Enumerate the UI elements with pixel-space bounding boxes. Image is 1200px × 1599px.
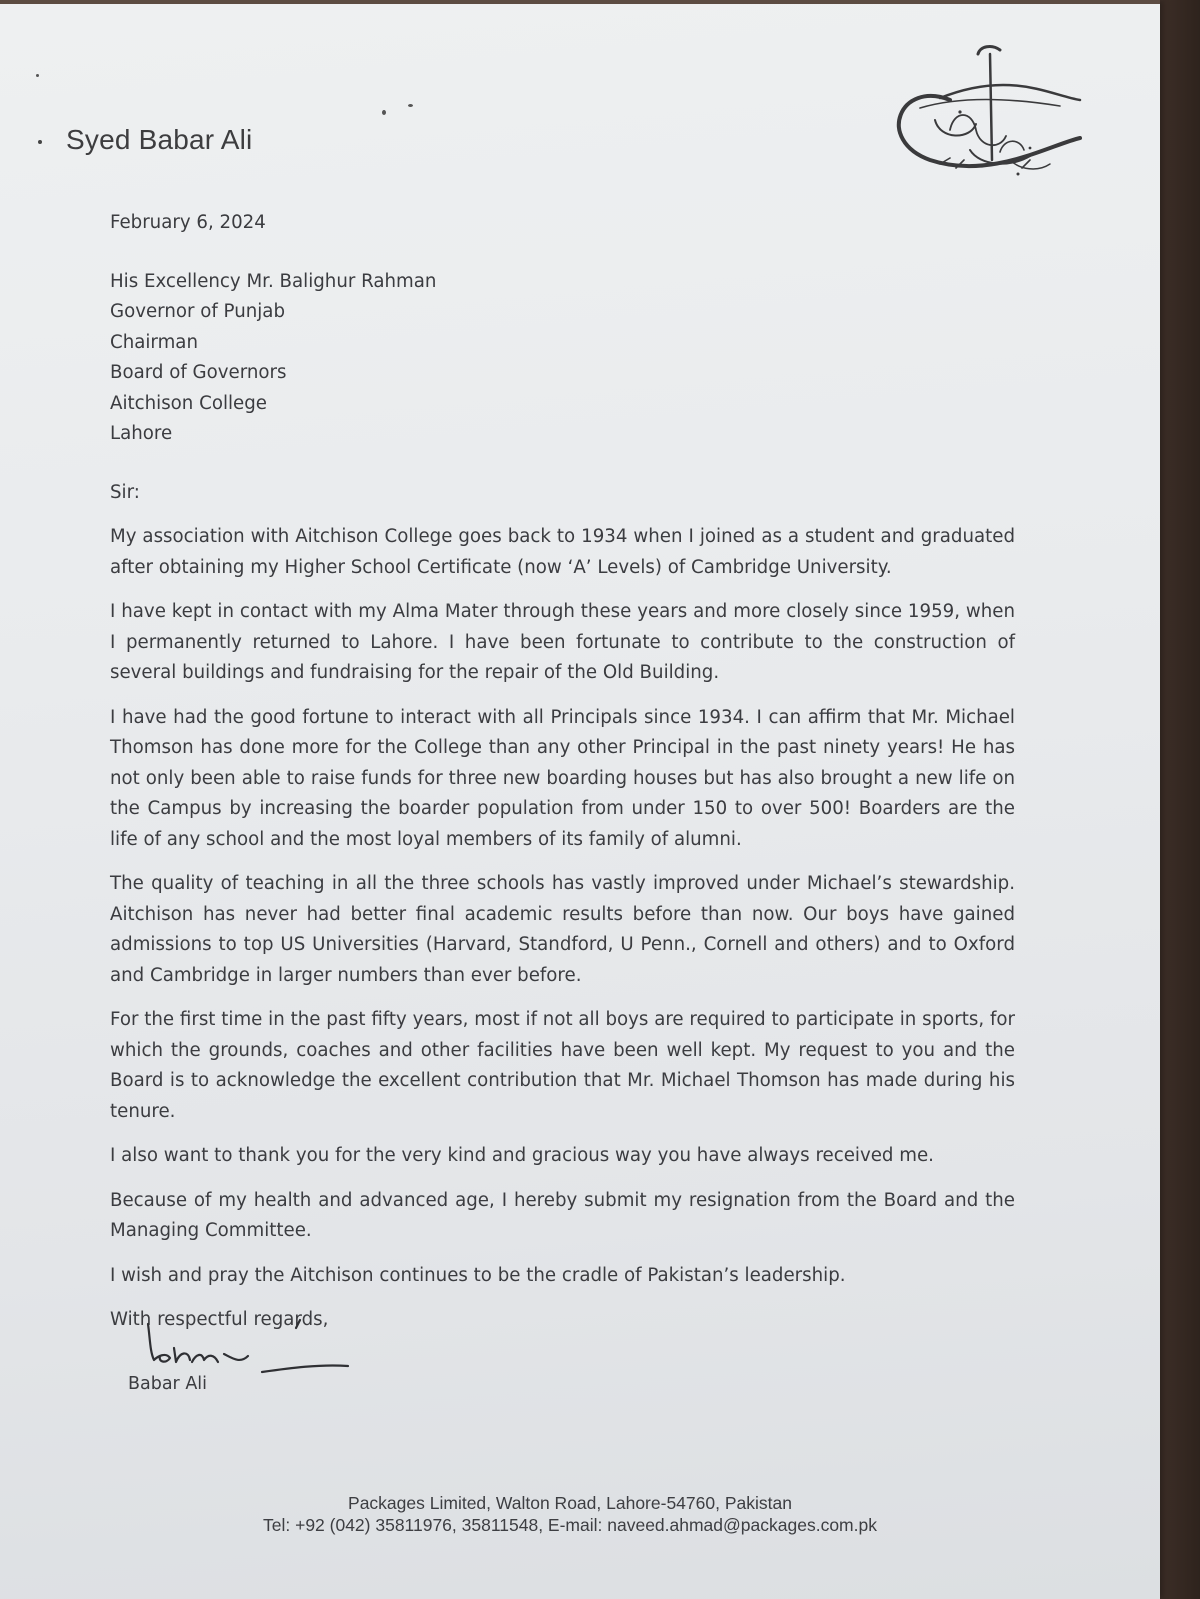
paper-speck <box>408 104 413 107</box>
body-paragraph: I also want to thank you for the very kind and gracious way you have always received me. <box>110 1145 934 1166</box>
letter-date: February 6, 2024 <box>110 212 266 233</box>
body-paragraph: Because of my health and advanced age, I hereby submit my resignation from the Board and the Managing Committee. <box>110 1189 1015 1241</box>
salutation: Sir: <box>110 481 140 503</box>
signer-name: Babar Ali <box>128 1374 208 1394</box>
body-paragraph: The quality of teaching in all the three schools has vastly improved under Michael’s stewardship. Aitchison has never had better final academic results before than now. Our boys have gained admissions to top US Universities (Harvard, Standford, U Penn., Cornell and others) and to Oxford and Cambridge in larger numbers than ever before. <box>110 873 1015 986</box>
body-paragraph: I wish and pray the Aitchison continues to be the cradle of Pakistan’s leadership. <box>110 1264 846 1286</box>
paper-speck <box>36 74 39 77</box>
closing-line: With respectful regards, <box>110 1309 329 1330</box>
letterhead-footer <box>230 1492 910 1536</box>
paper-speck <box>382 110 386 115</box>
paper-speck <box>38 140 42 144</box>
letterhead-sender-name: Syed Babar Ali <box>66 124 253 155</box>
address-line: Lahore <box>110 423 173 444</box>
address-line: Chairman <box>110 331 198 353</box>
calligraphic-monogram-icon <box>880 40 1100 190</box>
address-line: Aitchison College <box>110 392 267 414</box>
letter-body <box>110 208 1015 1336</box>
body-paragraph: For the first time in the past fifty years, most if not all boys are required to participate in sports, for which the grounds, coaches and other facilities have been well kept. My request to you and the Board is to acknowledge the excellent contribution that Mr. Michael Thomson has made during his tenure. <box>110 1009 1015 1122</box>
address-line: Board of Governors <box>110 362 287 383</box>
address-line: His Excellency Mr. Balighur Rahman <box>110 270 437 292</box>
body-paragraph: My association with Aitchison College goes back to 1934 when I joined as a student and graduated after obtaining my Higher School Certificate (now ‘A’ Levels) of Cambridge University. <box>110 526 1015 578</box>
address-line: Governor of Punjab <box>110 301 286 322</box>
recipient-address <box>110 267 1015 450</box>
paper-top-edge <box>0 0 1160 4</box>
body-paragraph: I have had the good fortune to interact with all Principals since 1934. I can affirm that Mr. Michael Thomson has done more for the College than any other Principal in the past ninety years! He has not only been able to raise funds for three new boarding houses but has also brought a new life on the Campus by increasing the boarder population from under 150 to over 500! Boarders are the life of any school and the most loyal members of its family of alumni. <box>110 706 1015 850</box>
footer-contact: Tel: +92 (042) 35811976, 35811548, E-mail: naveed.ahmad@packages.com.pk <box>263 1515 877 1535</box>
body-paragraph: I have kept in contact with my Alma Mater through these years and more closely since 1959, when I permanently returned to Lahore. I have been fortunate to contribute to the construction of several buildings and fundraising for the repair of the Old Building. <box>110 601 1015 683</box>
footer-address: Packages Limited, Walton Road, Lahore-54760, Pakistan <box>348 1493 792 1513</box>
